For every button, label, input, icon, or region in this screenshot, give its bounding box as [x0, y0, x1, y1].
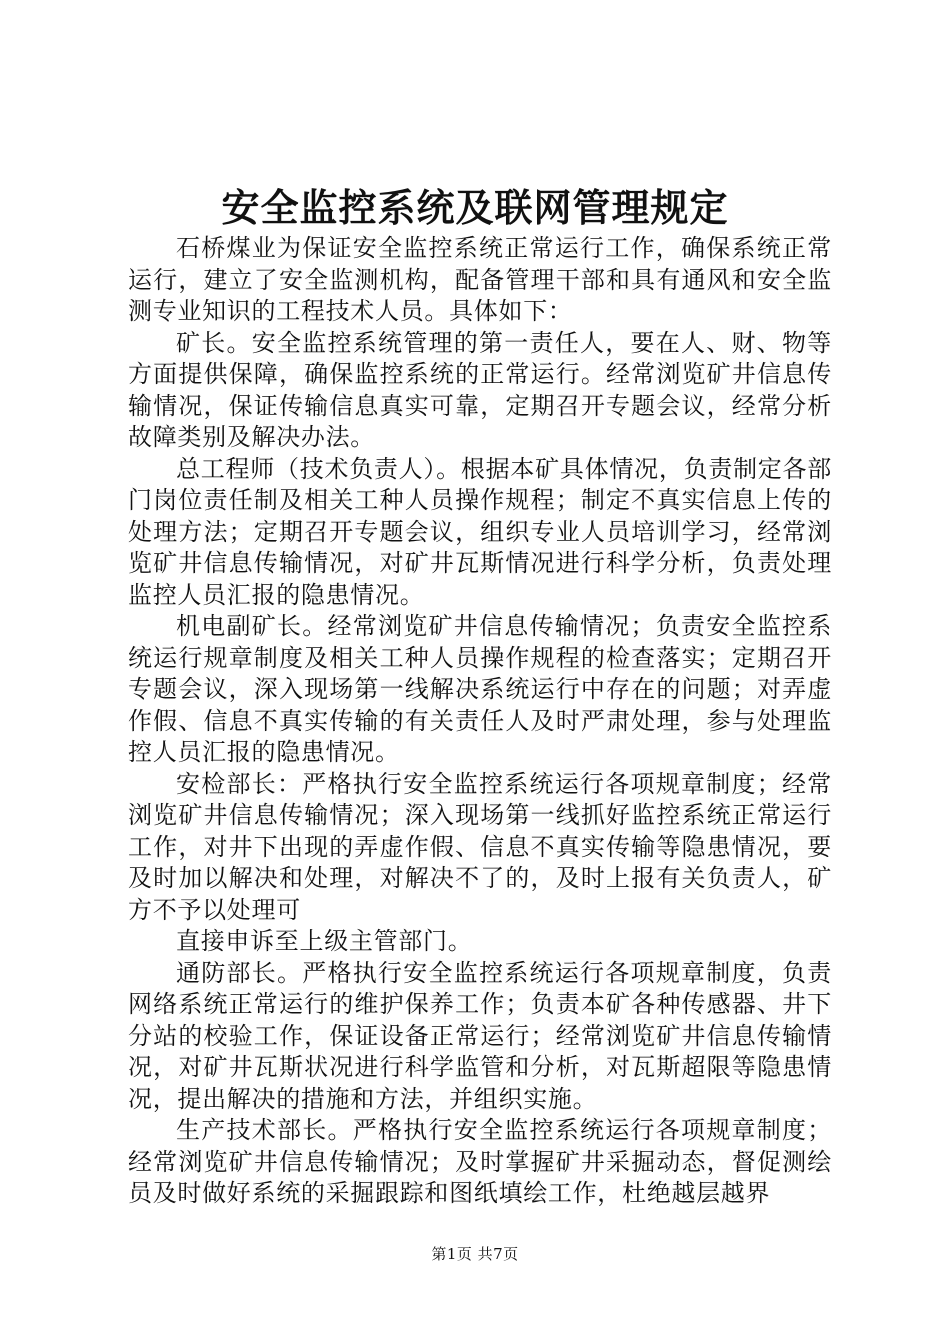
paragraph-production-technology-head: 生产技术部长。严格执行安全监控系统运行各项规章制度；经常浏览矿井信息传输情况；及时掌握矿井采掘动态，督促测绘员及时做好系统的采掘跟踪和图纸填绘工作，杜绝越层越界: [128, 1116, 832, 1207]
paragraph-electromechanical-deputy: 机电副矿长。经常浏览矿井信息传输情况；负责安全监控系统运行规章制度及相关工种人员操作规程的检查落实；定期召开专题会议，深入现场第一线解决系统运行中存在的问题；对弄虚作假、信息不真实传输的有关责任人及时严肃处理，参与处理监控人员汇报的隐患情况。: [128, 612, 832, 766]
document-title: 安全监控系统及联网管理规定: [221, 186, 729, 230]
paragraph-safety-inspection-head: 安检部长：严格执行安全监控系统运行各项规章制度；经常浏览矿井信息传输情况；深入现场第一线抓好监控系统正常运行工作，对井下出现的弄虚作假、信息不真实传输等隐患情况，要及时加以解决和处理，对解决不了的，及时上报有关负责人，矿方不予以处理可: [128, 769, 832, 924]
paragraph-intro: 石桥煤业为保证安全监控系统正常运行工作，确保系统正常运行，建立了安全监测机构，配备管理干部和具有通风和安全监测专业知识的工程技术人员。具体如下：: [128, 234, 832, 325]
paragraph-mine-director: 矿长。安全监控系统管理的第一责任人，要在人、财、物等方面提供保障，确保监控系统的正常运行。经常浏览矿井信息传输情况，保证传输信息真实可靠，定期召开专题会议，经常分析故障类别及解决办法。: [128, 328, 832, 451]
paragraph-appeal: 直接申诉至上级主管部门。: [176, 927, 473, 955]
document-body: [128, 233, 832, 1210]
page-number: 第1页 共7页: [431, 1245, 519, 1263]
paragraph-ventilation-head: 通防部长。严格执行安全监控系统运行各项规章制度，负责网络系统正常运行的维护保养工作；负责本矿各种传感器、井下分站的校验工作，保证设备正常运行；经常浏览矿井信息传输情况，对矿井瓦斯状况进行科学监管和分析，对瓦斯超限等隐患情况，提出解决的措施和方法，并组织实施。: [128, 958, 832, 1113]
paragraph-chief-engineer: 总工程师（技术负责人）。根据本矿具体情况，负责制定各部门岗位责任制及相关工种人员操作规程；制定不真实信息上传的处理方法；定期召开专题会议，组织专业人员培训学习，经常浏览矿井信息传输情况，对矿井瓦斯情况进行科学分析，负责处理监控人员汇报的隐患情况。: [128, 454, 832, 609]
